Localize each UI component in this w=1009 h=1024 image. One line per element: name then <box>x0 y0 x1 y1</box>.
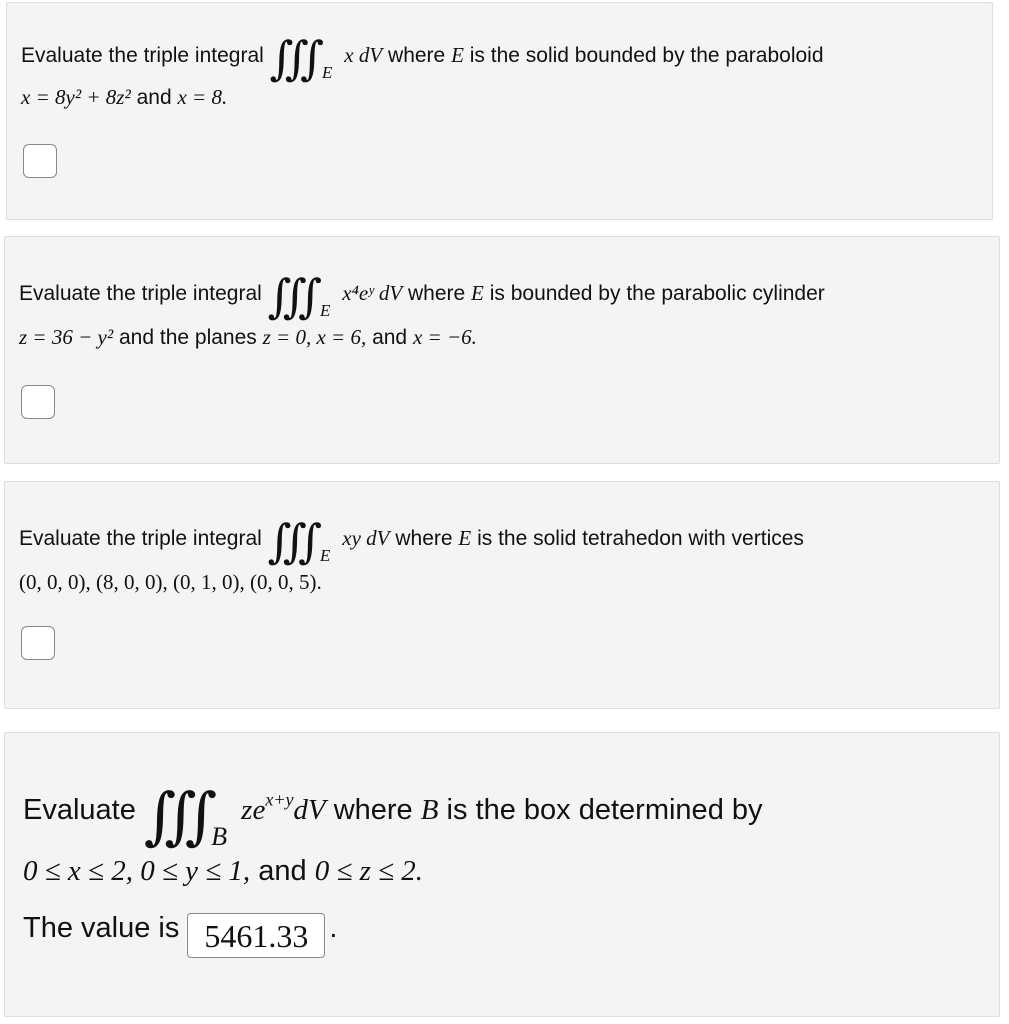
answer-value-field[interactable]: 5461.33 <box>187 913 325 958</box>
question-card-2 <box>4 236 1000 464</box>
plane-equation: x = −6. <box>412 325 477 349</box>
question-4-text: where <box>333 794 413 826</box>
triple-integral-symbol: ∭ <box>269 31 311 85</box>
question-2-text: where <box>408 282 466 305</box>
question-1-lead: Evaluate the triple integral <box>21 44 264 67</box>
integrand: x⁴eʸ dV <box>342 281 403 305</box>
plane-equation: x = 8. <box>177 85 228 109</box>
question-1-line-2 <box>21 87 227 108</box>
triple-integral-symbol: ∭ <box>143 779 200 852</box>
answer-input-1[interactable] <box>23 144 57 178</box>
question-1-line-1 <box>21 31 824 85</box>
integral-region-subscript: E <box>322 63 333 82</box>
integrand-differential: dV <box>293 794 326 826</box>
question-3-lead: Evaluate the triple integral <box>19 527 262 550</box>
integral-region-subscript: E <box>320 546 331 565</box>
question-1-text: and <box>136 86 172 109</box>
question-card-3 <box>4 481 1000 709</box>
integrand-exponent: x+y <box>265 789 294 810</box>
question-4-text: and <box>258 855 307 887</box>
question-card-1 <box>6 2 993 220</box>
question-3-line-1 <box>19 514 804 568</box>
value-period: . <box>329 912 338 944</box>
integrand: xy dV <box>342 526 390 550</box>
question-3-text: is the solid tetrahedon with vertices <box>477 527 804 550</box>
question-3-text: where <box>395 527 453 550</box>
integrand: x dV <box>344 43 383 67</box>
question-3-line-2 <box>19 572 322 593</box>
tetrahedron-vertices: (0, 0, 0), (8, 0, 0), (0, 1, 0), (0, 0, 5). <box>19 570 322 594</box>
box-bounds: 0 ≤ z ≤ 2. <box>314 855 424 887</box>
question-2-line-1 <box>19 269 825 323</box>
region-symbol: E <box>451 43 464 67</box>
question-4-line-2 <box>23 857 423 886</box>
region-symbol: E <box>471 281 484 305</box>
triple-integral-symbol: ∭ <box>267 269 309 323</box>
paraboloid-equation: x = 8y² + 8z² <box>21 85 131 109</box>
value-label: The value is <box>23 912 180 944</box>
question-4-line-1 <box>23 779 763 852</box>
answer-input-2[interactable] <box>21 385 55 419</box>
question-4-lead: Evaluate <box>23 794 136 826</box>
question-2-text: is bounded by the parabolic cylinder <box>489 282 825 305</box>
region-symbol: E <box>458 526 472 550</box>
question-1-text: where <box>388 44 446 67</box>
question-2-line-2 <box>19 327 477 348</box>
question-card-4 <box>4 732 1000 1017</box>
question-2-text: and <box>372 326 408 349</box>
integral-region-subscript: E <box>320 301 331 320</box>
box-bounds: 0 ≤ x ≤ 2, 0 ≤ y ≤ 1, <box>23 855 251 887</box>
question-2-lead: Evaluate the triple integral <box>19 282 262 305</box>
plane-equations: z = 0, x = 6, <box>262 325 367 349</box>
question-4-text: is the box determined by <box>446 794 763 826</box>
region-symbol: B <box>420 794 439 826</box>
question-4-line-3 <box>23 913 337 958</box>
triple-integral-symbol: ∭ <box>267 514 309 568</box>
integrand <box>241 789 326 826</box>
question-2-text: and the planes <box>118 326 257 349</box>
integrand-base: ze <box>241 794 266 826</box>
integral-region-subscript: B <box>211 822 228 851</box>
cylinder-equation: z = 36 − y² <box>19 325 114 349</box>
answer-input-3[interactable] <box>21 626 55 660</box>
question-1-text: is the solid bounded by the paraboloid <box>469 44 824 67</box>
